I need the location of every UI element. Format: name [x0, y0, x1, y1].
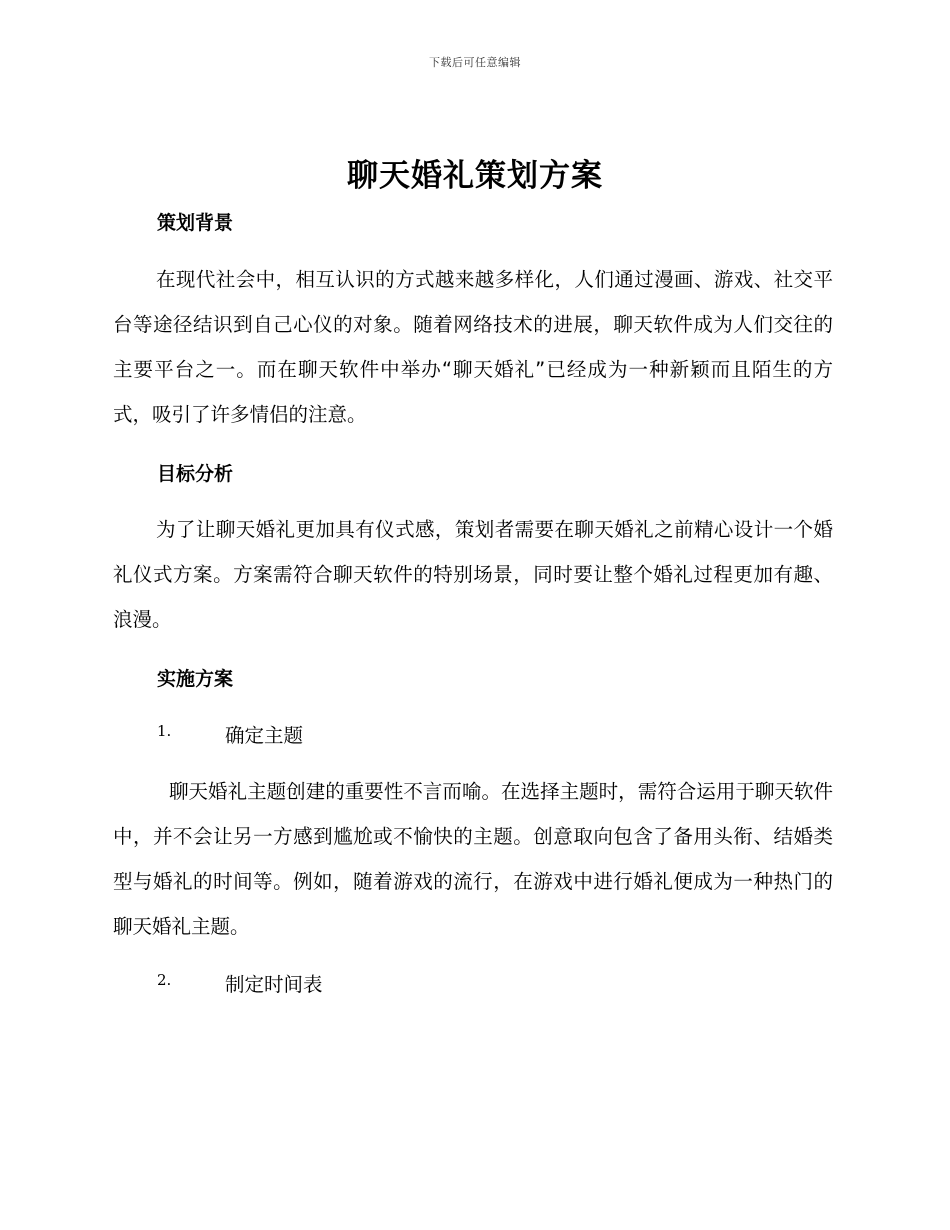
paragraph-background: 在现代社会中，相互认识的方式越来越多样化，人们通过漫画、游戏、社交平台等途径结识到自己心仪的对象。随着网络技术的进展，聊天软件成为人们交往的主要平台之一。而在聊天软件中举办“聊天婚礼”已经成为一种新颖而且陌生的方式，吸引了许多情侣的注意。 — [113, 268, 833, 426]
section-heading-background: 策划背景 — [157, 212, 234, 234]
document-title: 聊天婚礼策划方案 — [347, 158, 603, 194]
section-heading-goal-analysis: 目标分析 — [157, 463, 234, 485]
list-item-number: 1. — [157, 722, 172, 740]
list-item-number: 2. — [157, 971, 172, 989]
paragraph-goal-analysis: 为了让聊天婚礼更加具有仪式感，策划者需要在聊天婚礼之前精心设计一个婚礼仪式方案。方案需符合聊天软件的特别场景，同时要让整个婚礼过程更加有趣、浪漫。 — [113, 518, 833, 631]
list-item-label: 确定主题 — [225, 724, 304, 747]
list-item-label: 制定时间表 — [225, 973, 323, 996]
paragraph-theme: 聊天婚礼主题创建的重要性不言而喻。在选择主题时，需符合运用于聊天软件中，并不会让另一方感到尴尬或不愉快的主题。创意取向包含了备用头衔、结婚类型与婚礼的时间等。例如，随着游戏的流行，在游戏中进行婚礼便成为一种热门的聊天婚礼主题。 — [113, 780, 833, 938]
section-heading-implementation: 实施方案 — [157, 668, 234, 690]
page-header: 下载后可任意编辑 — [429, 56, 521, 69]
